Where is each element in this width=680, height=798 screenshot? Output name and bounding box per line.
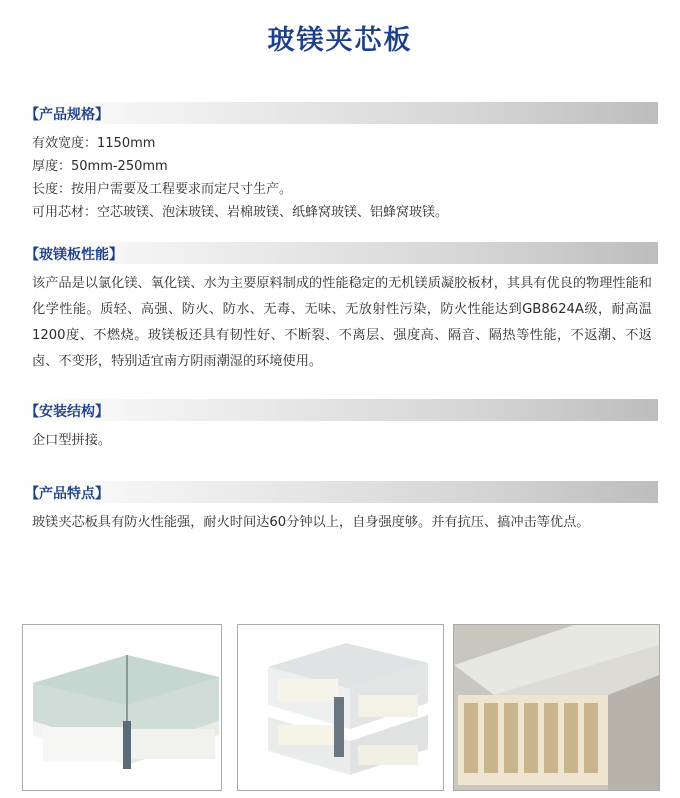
section-bar-features	[22, 481, 658, 503]
spec-line: 可用芯材：空芯玻镁、泡沫玻镁、岩棉玻镁、纸蜂窝玻镁、铝蜂窝玻镁。	[32, 205, 449, 220]
install-text: 企口型拼接。	[32, 433, 112, 448]
spec-line: 长度：按用户需要及工程要求而定尺寸生产。	[32, 182, 293, 197]
section-bar-spec	[22, 102, 658, 124]
spec-list	[32, 132, 448, 224]
features-text: 玻镁夹芯板具有防火性能强，耐火时间达60分钟以上，自身强度够。并有抗压、搞冲击等优点。	[32, 515, 590, 530]
spec-line: 有效宽度：1150mm	[32, 136, 156, 151]
section-bar-install	[22, 399, 658, 421]
section-heading-install: 【安装结构】	[25, 404, 109, 420]
panel-stack-photo	[237, 624, 444, 791]
page-title: 玻镁夹芯板	[267, 25, 413, 56]
hollow-core-photo	[453, 624, 660, 791]
section-heading-spec: 【产品规格】	[25, 107, 109, 123]
section-bar-performance	[22, 242, 658, 264]
section-heading-features: 【产品特点】	[25, 486, 109, 502]
spec-line: 厚度：50mm-250mm	[32, 159, 168, 174]
performance-text: 该产品是以氯化镁、氧化镁、水为主要原料制成的性能稳定的无机镁质凝胶板材，其具有优良的物理性能和化学性能。质轻、高强、防火、防水、无毒、无味、无放射性污染，防火性能达到GB8624A级，耐高温1200度、不燃烧。玻镁板还具有韧性好、不断裂、不离层、强度高、隔音、隔热等性能，不返潮、不返卤、不变形，特别适宜南方阴雨潮湿的环境使用。	[32, 276, 652, 369]
section-heading-performance: 【玻镁板性能】	[25, 247, 123, 263]
panel-joint-photo	[22, 624, 222, 791]
